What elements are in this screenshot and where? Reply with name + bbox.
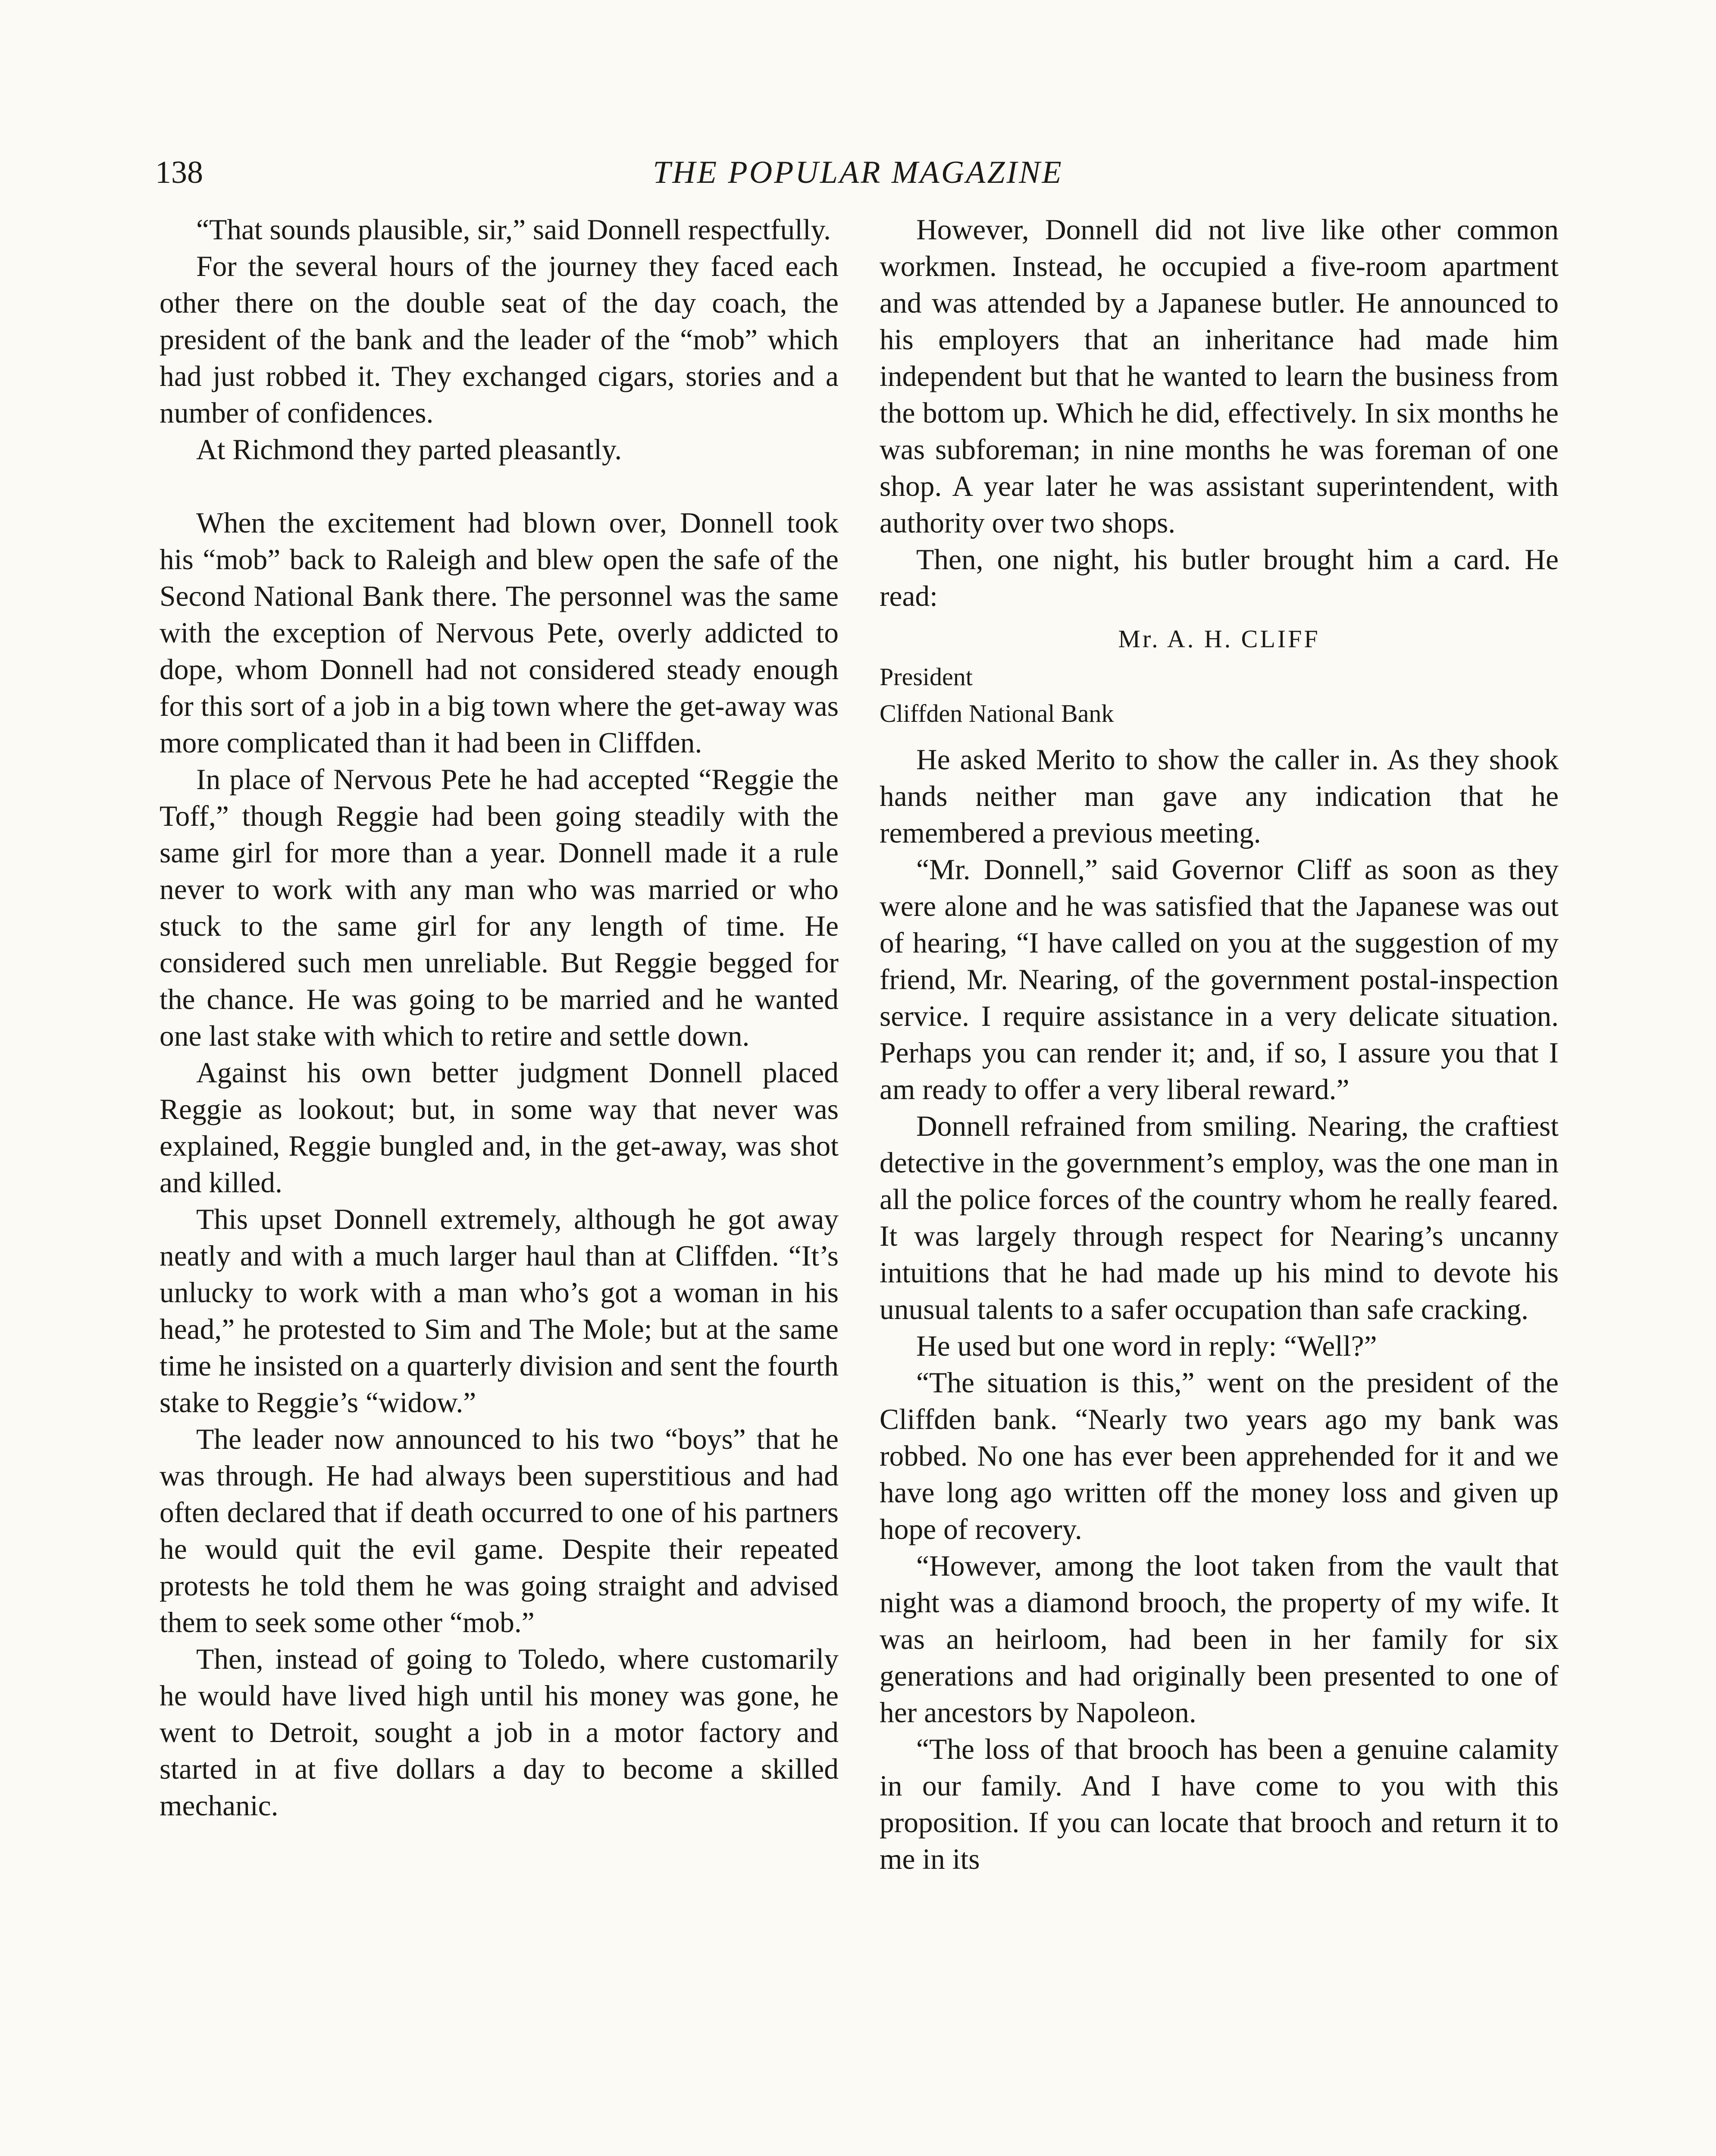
paragraph: Then, one night, his butler brought him a card. He read: xyxy=(880,543,1559,612)
paragraph: “Mr. Donnell,” said Governor Cliff as soon as they were alone and he was satisfied that the Japanese was out of hearing, “I have called on you at the suggestion of my friend, Mr. Nearing, of the government postal-inspection service. I require assistance in a very delicate situation. Perhaps you can render it; and, if so, I assure you that I am ready to offer a very liberal reward.” xyxy=(880,853,1559,1106)
paragraph: He used but one word in reply: “Well?” xyxy=(916,1330,1377,1362)
paragraph: However, Donnell did not live like other common workmen. Instead, he occupied a five-room apartment and was attended by a Japanese butler. He announced to his employers that an inheritance had made him independent but that he wanted to learn the business from the bottom up. Which he did, effectively. In six months he was subforeman; in nine months he was foreman of one shop. A year later he was assistant superintendent, with authority over two shops. xyxy=(880,213,1559,539)
paragraph: At Richmond they parted pleasantly. xyxy=(196,433,622,466)
paragraph: For the several hours of the journey they faced each other there on the double seat of the day coach, the president of the bank and the leader of the “mob” which had just robbed it. They exchanged cigars, stories and a number of confidences. xyxy=(160,250,839,429)
paragraph: Donnell refrained from smiling. Nearing, the craftiest detective in the government’s employ, was the one man in all the police forces of the country whom he really feared. It was largely through respect for Nearing’s uncanny intuitions that he had made up his mind to devote his unusual talents to a safer occupation than safe cracking. xyxy=(880,1110,1559,1326)
calling-card xyxy=(880,620,1559,732)
paragraph: This upset Donnell extremely, although he got away neatly and with a much larger haul than at Cliffden. “It’s unlucky to work with a man who’s got a woman in his head,” he protested to Sim and The Mole; but at the same time he insisted on a quarterly division and sent the fourth stake to Reggie’s “widow.” xyxy=(160,1203,839,1419)
page-header xyxy=(155,149,1561,196)
left-column xyxy=(160,211,839,1824)
right-column xyxy=(880,211,1559,1877)
paragraph: In place of Nervous Pete he had accepted “Reggie the Toff,” though Reggie had been going steadily with the same girl for more than a year. Donnell made it a rule never to work with any man who was married or who stuck to the same girl for any length of time. He considered such men unreliable. But Reggie begged for the chance. He was going to be married and he wanted one last stake with which to retire and settle down. xyxy=(160,763,839,1052)
page-number: 138 xyxy=(155,155,203,190)
paragraph: The leader now announced to his two “boys” that he was through. He had always been superstitious and had often declared that if death occurred to one of his partners he would quit the evil game. Despite their repeated protests he told them he was going straight and advised them to seek some other “mob.” xyxy=(160,1423,839,1639)
paragraph: He asked Merito to show the caller in. As they shook hands neither man gave any indication that he remembered a previous meeting. xyxy=(880,743,1559,849)
paragraph: When the excitement had blown over, Donnell took his “mob” back to Raleigh and blew open the safe of the Second National Bank there. The personnel was the same with the exception of Nervous Pete, overly addicted to dope, whom Donnell had not considered steady enough for this sort of a job in a big town where the get-away was more complicated than it had been in Cliffden. xyxy=(160,507,839,759)
card-title: President xyxy=(880,663,973,691)
paragraph: “However, among the loot taken from the vault that night was a diamond brooch, the property of my wife. It was an heirloom, had been in her family for six generations and had originally been presented to one of her ancestors by Napoleon. xyxy=(880,1550,1559,1729)
paragraph: Then, instead of going to Toledo, where customarily he would have lived high until his money was gone, he went to Detroit, sought a job in a motor factory and started in at five dollars a day to become a skilled mechanic. xyxy=(160,1643,839,1822)
running-title: THE POPULAR MAGAZINE xyxy=(653,155,1063,190)
card-name: Mr. A. H. CLIFF xyxy=(1118,625,1320,653)
card-bank: Cliffden National Bank xyxy=(880,699,1114,727)
paragraph: “That sounds plausible, sir,” said Donnell respectfully. xyxy=(196,213,831,246)
paragraph: “The loss of that brooch has been a genuine calamity in our family. And I have come to you with this proposition. If you can locate that brooch and return it to me in its xyxy=(880,1733,1559,1875)
paragraph: “The situation is this,” went on the president of the Cliffden bank. “Nearly two years ago my bank was robbed. No one has ever been apprehended for it and we have long ago written off the money loss and given up hope of recovery. xyxy=(880,1366,1559,1545)
paragraph: Against his own better judgment Donnell placed Reggie as lookout; but, in some way that never was explained, Reggie bungled and, in the get-away, was shot and killed. xyxy=(160,1056,839,1199)
